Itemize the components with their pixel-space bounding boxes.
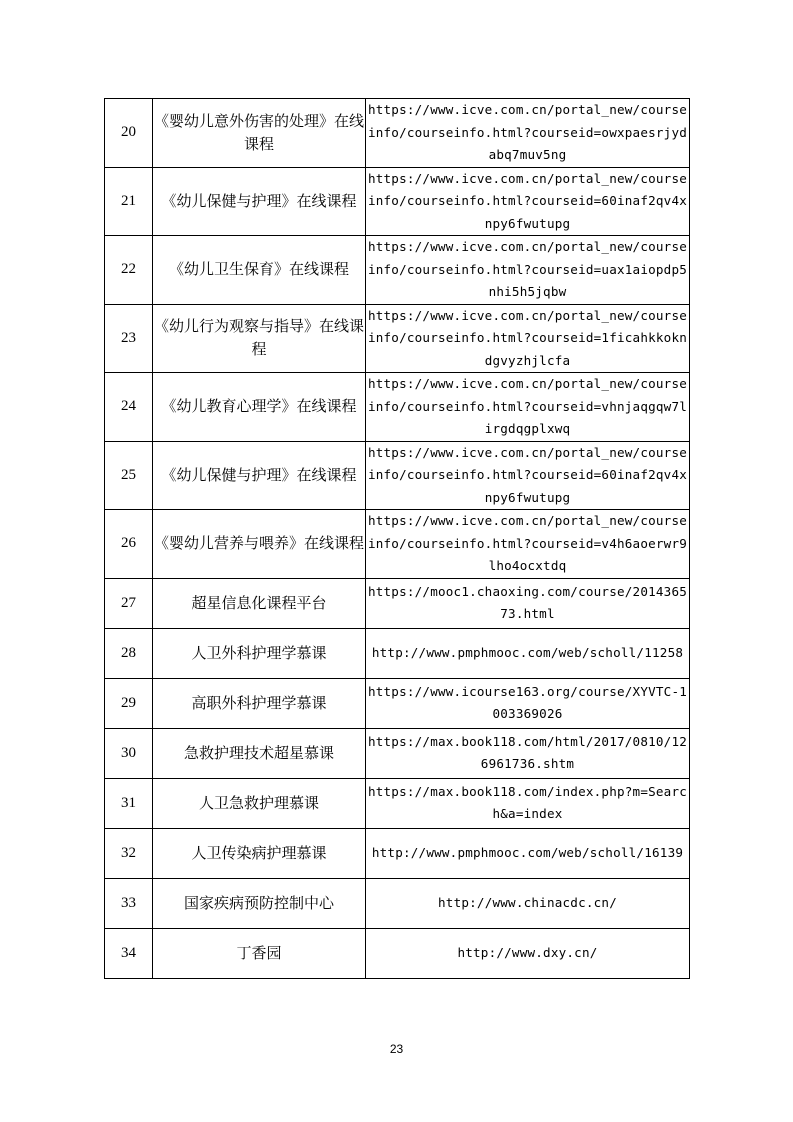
resource-url[interactable]: https://www.icve.com.cn/portal_new/courseinfo/courseinfo.html?courseid=60inaf2qv4xnpy6fwutupg: [366, 167, 690, 236]
page-number: 23: [389, 1042, 404, 1056]
table-row: [105, 373, 690, 442]
resource-name: 人卫传染病护理慕课: [153, 828, 366, 878]
resource-url[interactable]: https://max.book118.com/html/2017/0810/126961736.shtm: [366, 728, 690, 778]
resource-url[interactable]: https://www.icve.com.cn/portal_new/courseinfo/courseinfo.html?courseid=1ficahkkokndgvyzhjlcfa: [366, 304, 690, 373]
resource-name: 《幼儿保健与护理》在线课程: [153, 441, 366, 510]
resource-url[interactable]: https://www.icve.com.cn/portal_new/courseinfo/courseinfo.html?courseid=uax1aiopdp5nhi5h5jqbw: [366, 236, 690, 305]
table-row: [105, 828, 690, 878]
resource-name: 丁香园: [153, 928, 366, 978]
table-row: [105, 678, 690, 728]
table-row: [105, 878, 690, 928]
row-number: 29: [105, 678, 153, 728]
resource-url[interactable]: https://www.icve.com.cn/portal_new/courseinfo/courseinfo.html?courseid=v4h6aoerwr9lho4ocxtdq: [366, 510, 690, 579]
resource-name: 急救护理技术超星慕课: [153, 728, 366, 778]
row-number: 24: [105, 373, 153, 442]
row-number: 27: [105, 578, 153, 628]
resource-name: 人卫急救护理慕课: [153, 778, 366, 828]
resource-url[interactable]: https://max.book118.com/index.php?m=Search&a=index: [366, 778, 690, 828]
resource-name: 《婴幼儿意外伤害的处理》在线课程: [153, 99, 366, 168]
row-number: 20: [105, 99, 153, 168]
resource-url[interactable]: http://www.chinacdc.cn/: [366, 878, 690, 928]
resource-name: 《幼儿教育心理学》在线课程: [153, 373, 366, 442]
row-number: 34: [105, 928, 153, 978]
resource-name: 人卫外科护理学慕课: [153, 628, 366, 678]
table-row: [105, 628, 690, 678]
row-number: 23: [105, 304, 153, 373]
row-number: 22: [105, 236, 153, 305]
table-row: [105, 441, 690, 510]
table-row: [105, 99, 690, 168]
resource-name: 高职外科护理学慕课: [153, 678, 366, 728]
table-row: [105, 510, 690, 579]
table-row: [105, 778, 690, 828]
resource-url[interactable]: https://www.icve.com.cn/portal_new/courseinfo/courseinfo.html?courseid=owxpaesrjydabq7muv5ng: [366, 99, 690, 168]
row-number: 21: [105, 167, 153, 236]
row-number: 30: [105, 728, 153, 778]
resource-name: 《幼儿保健与护理》在线课程: [153, 167, 366, 236]
table-row: [105, 236, 690, 305]
resource-name: 《幼儿卫生保育》在线课程: [153, 236, 366, 305]
resource-url[interactable]: http://www.dxy.cn/: [366, 928, 690, 978]
table-row: [105, 167, 690, 236]
table-row: [105, 728, 690, 778]
row-number: 28: [105, 628, 153, 678]
resource-url[interactable]: https://www.icve.com.cn/portal_new/courseinfo/courseinfo.html?courseid=60inaf2qv4xnpy6fwutupg: [366, 441, 690, 510]
resource-name: 《幼儿行为观察与指导》在线课程: [153, 304, 366, 373]
resource-name: 超星信息化课程平台: [153, 578, 366, 628]
resource-name: 《婴幼儿营养与喂养》在线课程: [153, 510, 366, 579]
table-row: [105, 304, 690, 373]
row-number: 31: [105, 778, 153, 828]
resource-table: [104, 98, 690, 979]
row-number: 32: [105, 828, 153, 878]
resource-name: 国家疾病预防控制中心: [153, 878, 366, 928]
row-number: 33: [105, 878, 153, 928]
row-number: 26: [105, 510, 153, 579]
resource-url[interactable]: http://www.pmphmooc.com/web/scholl/11258: [366, 628, 690, 678]
resource-url[interactable]: https://mooc1.chaoxing.com/course/201436573.html: [366, 578, 690, 628]
row-number: 25: [105, 441, 153, 510]
resource-url[interactable]: http://www.pmphmooc.com/web/scholl/16139: [366, 828, 690, 878]
table-row: [105, 928, 690, 978]
table-row: [105, 578, 690, 628]
resource-url[interactable]: https://www.icve.com.cn/portal_new/courseinfo/courseinfo.html?courseid=vhnjaqgqw7lirgdqgplxwq: [366, 373, 690, 442]
resource-url[interactable]: https://www.icourse163.org/course/XYVTC-1003369026: [366, 678, 690, 728]
